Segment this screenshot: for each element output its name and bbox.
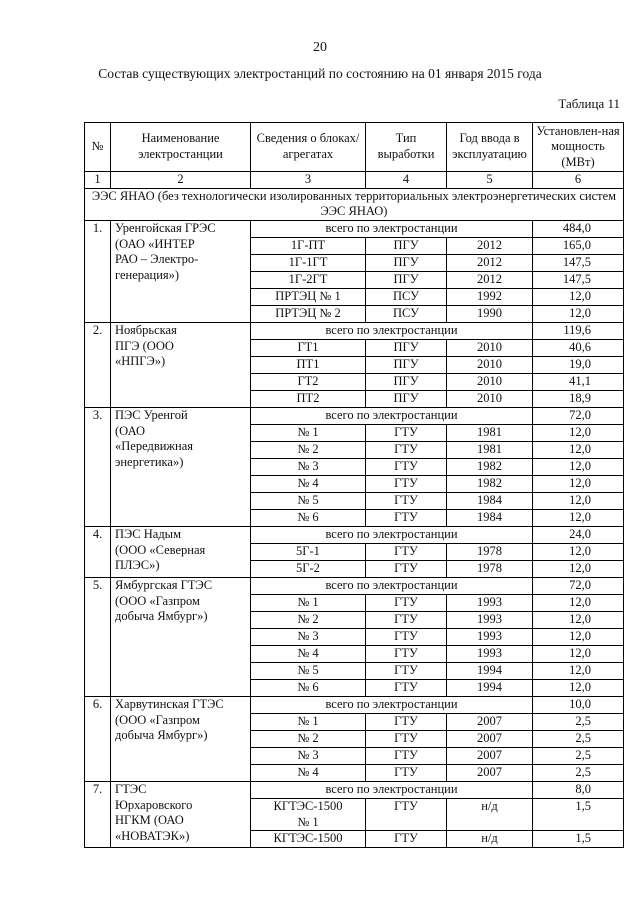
unit-year: 2012 bbox=[447, 271, 533, 288]
unit-name: № 6 bbox=[251, 509, 366, 526]
group-title: ЭЭС ЯНАО (без технологически изолированных территориальных электроэнергетических систем ЭЭС ЯНАО) bbox=[85, 188, 624, 220]
unit-name: ПРТЭЦ № 1 bbox=[251, 288, 366, 305]
header-year: Год ввода в эксплуатацию bbox=[447, 123, 533, 172]
table-label: Таблица 11 bbox=[558, 96, 620, 111]
unit-year: 1978 bbox=[447, 543, 533, 560]
unit-capacity: 12,0 bbox=[533, 475, 624, 492]
unit-capacity: 12,0 bbox=[533, 509, 624, 526]
station-total-row bbox=[85, 696, 624, 713]
unit-name: 1Г-1ГТ bbox=[251, 254, 366, 271]
unit-type: ГТУ bbox=[366, 509, 447, 526]
unit-capacity: 2,5 bbox=[533, 730, 624, 747]
unit-capacity: 12,0 bbox=[533, 458, 624, 475]
unit-year: 1994 bbox=[447, 679, 533, 696]
station-total-label: всего по электростанции bbox=[251, 781, 533, 798]
unit-capacity: 12,0 bbox=[533, 628, 624, 645]
unit-year: 1990 bbox=[447, 305, 533, 322]
unit-year: 1982 bbox=[447, 475, 533, 492]
unit-name: № 1 bbox=[251, 594, 366, 611]
station-name: Харвутинская ГТЭС (ООО «Газпром добыча Ямбург») bbox=[111, 696, 251, 781]
col-number: 5 bbox=[447, 172, 533, 189]
unit-year: 2012 bbox=[447, 237, 533, 254]
col-number: 6 bbox=[533, 172, 624, 189]
unit-name: 1Г-2ГТ bbox=[251, 271, 366, 288]
station-name: Ямбургская ГТЭС (ООО «Газпром добыча Ямбург») bbox=[111, 577, 251, 696]
unit-capacity: 2,5 bbox=[533, 764, 624, 781]
station-total-row bbox=[85, 526, 624, 543]
station-name: Уренгойская ГРЭС (ОАО «ИНТЕР РАО – Электро- генерация») bbox=[111, 220, 251, 322]
station-total-capacity: 10,0 bbox=[533, 696, 624, 713]
station-total-capacity: 72,0 bbox=[533, 577, 624, 594]
page-number: 20 bbox=[313, 40, 327, 55]
station-number: 1. bbox=[85, 220, 111, 322]
unit-year: н/д bbox=[447, 798, 533, 830]
unit-name: № 2 bbox=[251, 611, 366, 628]
unit-name: КГТЭС-1500 bbox=[251, 831, 366, 848]
unit-type: ГТУ bbox=[366, 424, 447, 441]
unit-type: ГТУ bbox=[366, 713, 447, 730]
unit-year: 2010 bbox=[447, 390, 533, 407]
unit-type: ГТУ bbox=[366, 798, 447, 830]
header-units: Сведения о блоках/агрегатах bbox=[251, 123, 366, 172]
unit-type: ПГУ bbox=[366, 373, 447, 390]
unit-year: 1984 bbox=[447, 492, 533, 509]
unit-capacity: 12,0 bbox=[533, 594, 624, 611]
unit-year: 1993 bbox=[447, 645, 533, 662]
station-total-row bbox=[85, 220, 624, 237]
unit-year: 1992 bbox=[447, 288, 533, 305]
col-number: 1 bbox=[85, 172, 111, 189]
unit-type: ГТУ bbox=[366, 730, 447, 747]
unit-type: ГТУ bbox=[366, 492, 447, 509]
col-number: 3 bbox=[251, 172, 366, 189]
station-total-capacity: 8,0 bbox=[533, 781, 624, 798]
unit-capacity: 12,0 bbox=[533, 679, 624, 696]
unit-year: 1978 bbox=[447, 560, 533, 577]
unit-year: 2010 bbox=[447, 339, 533, 356]
unit-capacity: 12,0 bbox=[533, 645, 624, 662]
unit-capacity: 147,5 bbox=[533, 271, 624, 288]
station-total-row bbox=[85, 407, 624, 424]
unit-type: ПГУ bbox=[366, 356, 447, 373]
station-total-capacity: 119,6 bbox=[533, 322, 624, 339]
unit-name: ПРТЭЦ № 2 bbox=[251, 305, 366, 322]
unit-year: 1993 bbox=[447, 594, 533, 611]
unit-capacity: 165,0 bbox=[533, 237, 624, 254]
unit-name: КГТЭС-1500 № 1 bbox=[251, 798, 366, 830]
col-number: 2 bbox=[111, 172, 251, 189]
station-total-label: всего по электростанции bbox=[251, 322, 533, 339]
station-total-row bbox=[85, 577, 624, 594]
station-name: Ноябрьская ПГЭ (ООО «НПГЭ») bbox=[111, 322, 251, 407]
station-number: 2. bbox=[85, 322, 111, 407]
unit-type: ГТУ bbox=[366, 679, 447, 696]
group-row bbox=[85, 188, 624, 220]
unit-year: 2007 bbox=[447, 764, 533, 781]
unit-year: 2007 bbox=[447, 713, 533, 730]
unit-name: № 2 bbox=[251, 730, 366, 747]
unit-year: 1982 bbox=[447, 458, 533, 475]
unit-type: ГТУ bbox=[366, 764, 447, 781]
column-numbers-row bbox=[85, 172, 624, 189]
unit-name: ПТ2 bbox=[251, 390, 366, 407]
unit-year: 1993 bbox=[447, 611, 533, 628]
station-total-capacity: 72,0 bbox=[533, 407, 624, 424]
unit-type: ГТУ bbox=[366, 747, 447, 764]
unit-name: ГТ1 bbox=[251, 339, 366, 356]
unit-type: ПСУ bbox=[366, 288, 447, 305]
unit-capacity: 40,6 bbox=[533, 339, 624, 356]
station-name: ПЭС Уренгой (ОАО «Передвижная энергетика») bbox=[111, 407, 251, 526]
unit-name: 1Г-ПТ bbox=[251, 237, 366, 254]
unit-type: ГТУ bbox=[366, 611, 447, 628]
unit-type: ГТУ bbox=[366, 441, 447, 458]
unit-year: 1993 bbox=[447, 628, 533, 645]
unit-year: 1981 bbox=[447, 441, 533, 458]
unit-type: ГТУ bbox=[366, 645, 447, 662]
unit-type: ПГУ bbox=[366, 271, 447, 288]
header-num: № bbox=[85, 123, 111, 172]
unit-capacity: 12,0 bbox=[533, 560, 624, 577]
station-number: 5. bbox=[85, 577, 111, 696]
unit-capacity: 12,0 bbox=[533, 611, 624, 628]
unit-name: 5Г-1 bbox=[251, 543, 366, 560]
station-name: ГТЭС Юрхаровского НГКМ (ОАО «НОВАТЭК») bbox=[111, 781, 251, 847]
unit-name: № 6 bbox=[251, 679, 366, 696]
unit-year: 1981 bbox=[447, 424, 533, 441]
unit-type: ГТУ bbox=[366, 831, 447, 848]
unit-type: ПСУ bbox=[366, 305, 447, 322]
station-total-label: всего по электростанции bbox=[251, 407, 533, 424]
unit-type: ГТУ bbox=[366, 628, 447, 645]
header-type: Тип выработки bbox=[366, 123, 447, 172]
unit-name: № 3 bbox=[251, 747, 366, 764]
station-number: 6. bbox=[85, 696, 111, 781]
unit-capacity: 2,5 bbox=[533, 747, 624, 764]
unit-type: ГТУ bbox=[366, 543, 447, 560]
document-title: Состав существующих электростанций по состоянию на 01 января 2015 года bbox=[98, 66, 542, 81]
unit-year: 2007 bbox=[447, 730, 533, 747]
unit-name: № 3 bbox=[251, 628, 366, 645]
unit-year: 2010 bbox=[447, 373, 533, 390]
unit-capacity: 12,0 bbox=[533, 441, 624, 458]
station-total-label: всего по электростанции bbox=[251, 526, 533, 543]
unit-name: № 4 bbox=[251, 475, 366, 492]
station-total-label: всего по электростанции bbox=[251, 577, 533, 594]
station-number: 4. bbox=[85, 526, 111, 577]
unit-year: 1984 bbox=[447, 509, 533, 526]
unit-capacity: 12,0 bbox=[533, 543, 624, 560]
unit-type: ГТУ bbox=[366, 594, 447, 611]
station-name: ПЭС Надым (ООО «Северная ПЛЭС») bbox=[111, 526, 251, 577]
station-total-capacity: 24,0 bbox=[533, 526, 624, 543]
unit-capacity: 2,5 bbox=[533, 713, 624, 730]
unit-name: 5Г-2 bbox=[251, 560, 366, 577]
unit-capacity: 1,5 bbox=[533, 798, 624, 830]
unit-year: 2007 bbox=[447, 747, 533, 764]
unit-year: н/д bbox=[447, 831, 533, 848]
unit-name: № 4 bbox=[251, 764, 366, 781]
unit-name: № 1 bbox=[251, 424, 366, 441]
unit-capacity: 147,5 bbox=[533, 254, 624, 271]
unit-type: ПГУ bbox=[366, 254, 447, 271]
unit-name: № 1 bbox=[251, 713, 366, 730]
unit-capacity: 12,0 bbox=[533, 288, 624, 305]
unit-name: ПТ1 bbox=[251, 356, 366, 373]
unit-name: № 4 bbox=[251, 645, 366, 662]
station-total-label: всего по электростанции bbox=[251, 220, 533, 237]
header-station-name: Наименование электростанции bbox=[111, 123, 251, 172]
station-number: 3. bbox=[85, 407, 111, 526]
unit-name: № 3 bbox=[251, 458, 366, 475]
power-stations-table bbox=[84, 122, 624, 848]
unit-capacity: 41,1 bbox=[533, 373, 624, 390]
unit-capacity: 12,0 bbox=[533, 305, 624, 322]
unit-name: № 5 bbox=[251, 492, 366, 509]
station-total-row bbox=[85, 322, 624, 339]
unit-year: 2010 bbox=[447, 356, 533, 373]
col-number: 4 bbox=[366, 172, 447, 189]
unit-name: № 5 bbox=[251, 662, 366, 679]
header-row bbox=[85, 123, 624, 172]
unit-capacity: 12,0 bbox=[533, 492, 624, 509]
station-total-row bbox=[85, 781, 624, 798]
unit-capacity: 1,5 bbox=[533, 831, 624, 848]
unit-capacity: 12,0 bbox=[533, 424, 624, 441]
unit-name: ГТ2 bbox=[251, 373, 366, 390]
station-total-label: всего по электростанции bbox=[251, 696, 533, 713]
unit-type: ГТУ bbox=[366, 458, 447, 475]
unit-year: 2012 bbox=[447, 254, 533, 271]
unit-type: ГТУ bbox=[366, 475, 447, 492]
unit-type: ПГУ bbox=[366, 390, 447, 407]
unit-capacity: 12,0 bbox=[533, 662, 624, 679]
unit-capacity: 18,9 bbox=[533, 390, 624, 407]
station-number: 7. bbox=[85, 781, 111, 847]
unit-type: ГТУ bbox=[366, 662, 447, 679]
station-total-capacity: 484,0 bbox=[533, 220, 624, 237]
unit-capacity: 19,0 bbox=[533, 356, 624, 373]
unit-type: ПГУ bbox=[366, 339, 447, 356]
unit-name: № 2 bbox=[251, 441, 366, 458]
unit-type: ГТУ bbox=[366, 560, 447, 577]
unit-type: ПГУ bbox=[366, 237, 447, 254]
unit-year: 1994 bbox=[447, 662, 533, 679]
header-capacity: Установлен-ная мощность (МВт) bbox=[533, 123, 624, 172]
